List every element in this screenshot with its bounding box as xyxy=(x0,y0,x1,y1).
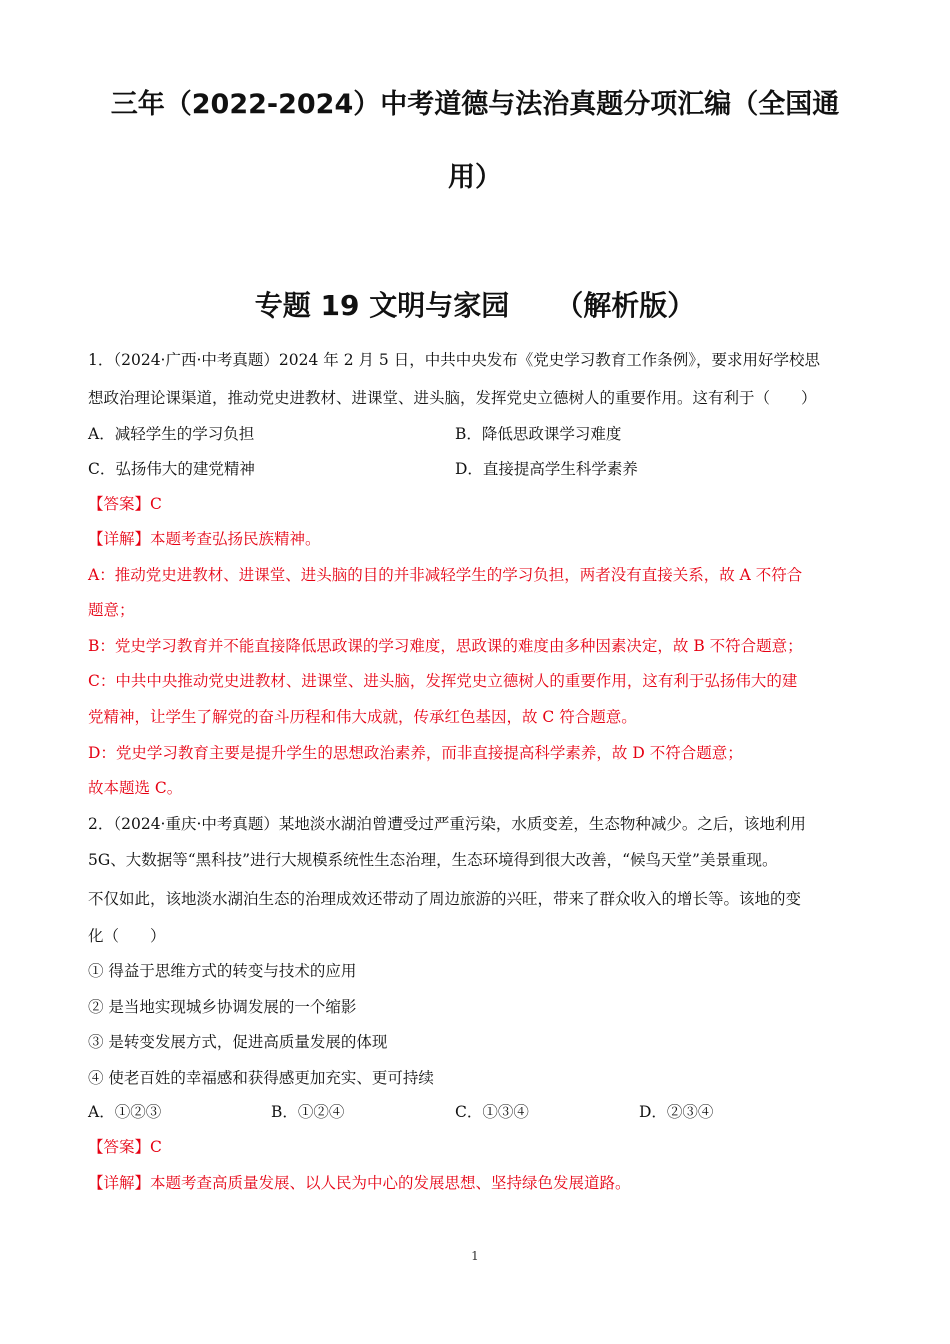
q2-item-2: ② 是当地实现城乡协调发展的一个缩影 xyxy=(88,998,357,1016)
q1-analysis-a-line2: 题意； xyxy=(88,601,135,619)
q2-option-c: C．①③④ xyxy=(455,1103,529,1121)
q1-option-b: B．降低思政课学习难度 xyxy=(455,425,622,443)
q2-option-b: B．①②④ xyxy=(271,1103,345,1121)
document-title-line1: 三年（2022-2024）中考道德与法治真题分项汇编（全国通 xyxy=(110,89,840,120)
q2-stem-line3: 不仅如此，该地淡水湖泊生态的治理成效还带动了周边旅游的兴旺，带来了群众收入的增长等。该地的变 xyxy=(88,890,802,908)
q2-item-4: ④ 使老百姓的幸福感和获得感更加充实、更可持续 xyxy=(88,1069,434,1087)
q2-item-3: ③ 是转变发展方式，促进高质量发展的体现 xyxy=(88,1033,388,1051)
topic-title xyxy=(90,284,860,324)
q1-analysis-c-line2: 党精神，让学生了解党的奋斗历程和伟大成就，传承红色基因，故 C 符合题意。 xyxy=(88,708,637,726)
q1-analysis-c-line1: C：中共中央推动党史进教材、进课堂、进头脑，发挥党史立德树人的重要作用，这有利于弘扬伟大的建 xyxy=(88,672,798,690)
q1-analysis-d: D：党史学习教育主要是提升学生的思想政治素养，而非直接提高科学素养，故 D 不符合题意； xyxy=(88,744,743,762)
q1-option-a: A．减轻学生的学习负担 xyxy=(88,425,255,443)
topic-title-main: 专题 19 文明与家园 xyxy=(254,289,510,322)
q1-detail: 【详解】本题考查弘扬民族精神。 xyxy=(88,530,321,548)
q1-option-c: C．弘扬伟大的建党精神 xyxy=(88,460,255,478)
topic-title-suffix: （解析版） xyxy=(555,289,696,322)
q1-analysis-a-line1: A：推动党史进教材、进课堂、进头脑的目的并非减轻学生的学习负担，两者没有直接关系，故 A 不符合 xyxy=(88,566,803,584)
q2-item-1: ① 得益于思维方式的转变与技术的应用 xyxy=(88,962,357,980)
q1-stem-line2: 想政治理论课渠道，推动党史进教材、进课堂、进头脑，发挥党史立德树人的重要作用。这有利于（ ） xyxy=(88,389,817,407)
q2-option-d: D．②③④ xyxy=(639,1103,714,1121)
q2-option-a: A．①②③ xyxy=(88,1103,162,1121)
q1-analysis-b: B：党史学习教育并不能直接降低思政课的学习难度，思政课的难度由多种因素决定，故 B 不符合题意； xyxy=(88,637,803,655)
q2-stem-line4: 化（ ） xyxy=(88,927,166,945)
q2-stem-line1: 2．（2024·重庆·中考真题）某地淡水湖泊曾遭受过严重污染，水质变差，生态物种减少。之后，该地利用 xyxy=(88,815,806,833)
q1-answer: 【答案】C xyxy=(88,495,162,513)
q2-answer: 【答案】C xyxy=(88,1138,162,1156)
q2-detail: 【详解】本题考查高质量发展、以人民为中心的发展思想、坚持绿色发展道路。 xyxy=(88,1174,631,1192)
q1-stem-line1: 1．（2024·广西·中考真题）2024 年 2 月 5 日，中共中央发布《党史学习教育工作条例》，要求用好学校思 xyxy=(88,351,820,369)
document-title-line2: 用） xyxy=(448,162,502,193)
q2-stem-line2: 5G、大数据等“黑科技”进行大规模系统性生态治理，生态环境得到很大改善，“候鸟天堂”美景重现。 xyxy=(88,851,778,869)
q1-conclusion: 故本题选 C。 xyxy=(88,779,183,797)
q1-option-d: D．直接提高学生科学素养 xyxy=(455,460,638,478)
page-number: 1 xyxy=(471,1249,479,1263)
